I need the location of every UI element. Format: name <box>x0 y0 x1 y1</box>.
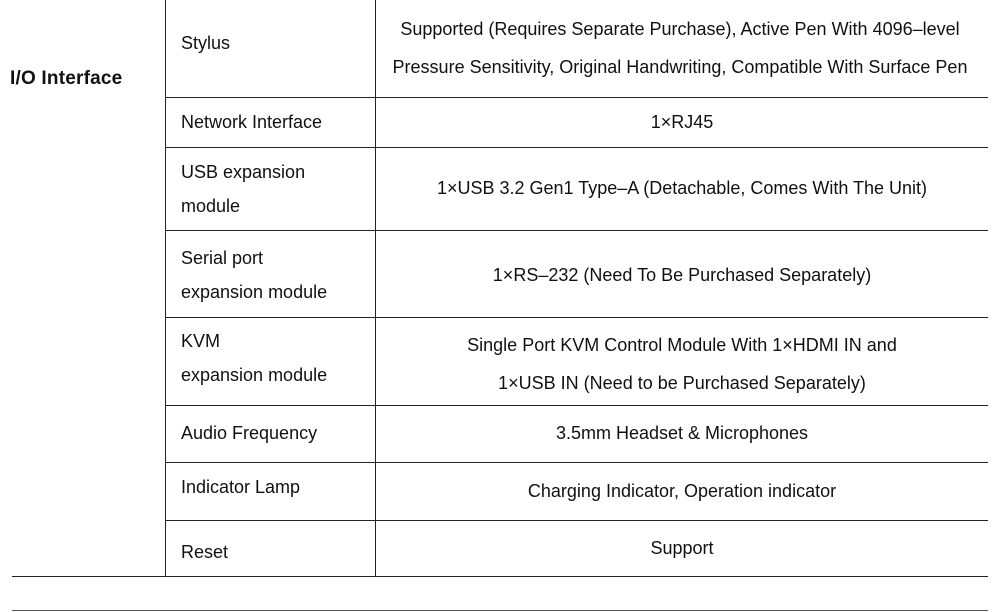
row-value-audio-frequency: 3.5mm Headset & Microphones <box>555 423 809 443</box>
row-divider <box>165 520 988 521</box>
row-value-indicator-lamp: Charging Indicator, Operation indicator <box>527 481 837 501</box>
row-divider <box>165 97 988 98</box>
row-value-kvm-expansion-module: Single Port KVM Control Module With 1×HDMI IN and 1×USB IN (Need to be Purchased Separately) <box>467 335 897 393</box>
row-label-serial-port-expansion-module: Serial port expansion module <box>181 248 328 302</box>
row-label-network-interface: Network Interface <box>181 112 323 132</box>
column-divider-left <box>165 0 166 577</box>
category-label: I/O Interface <box>10 68 123 89</box>
row-label-reset: Reset <box>181 542 229 562</box>
next-section-border <box>12 610 988 611</box>
row-divider <box>165 147 988 148</box>
row-divider <box>165 317 988 318</box>
row-label-stylus: Stylus <box>181 33 231 53</box>
table-bottom-border <box>12 576 988 577</box>
row-label-audio-frequency: Audio Frequency <box>181 423 318 443</box>
row-label-kvm-expansion-module: KVM expansion module <box>181 331 328 385</box>
row-value-serial-port-expansion-module: 1×RS–232 (Need To Be Purchased Separately) <box>492 265 872 285</box>
row-value-reset: Support <box>650 538 714 558</box>
row-value-network-interface: 1×RJ45 <box>650 112 714 132</box>
row-divider <box>165 405 988 406</box>
row-divider <box>165 462 988 463</box>
row-label-usb-expansion-module: USB expansion module <box>181 162 306 216</box>
row-label-indicator-lamp: Indicator Lamp <box>181 477 301 497</box>
row-divider <box>165 230 988 231</box>
row-value-stylus: Supported (Requires Separate Purchase), Active Pen With 4096–level Pressure Sensitivity, Original Handwriting, Compatible With Surface Pen <box>392 19 968 77</box>
row-value-usb-expansion-module: 1×USB 3.2 Gen1 Type–A (Detachable, Comes With The Unit) <box>436 178 928 198</box>
